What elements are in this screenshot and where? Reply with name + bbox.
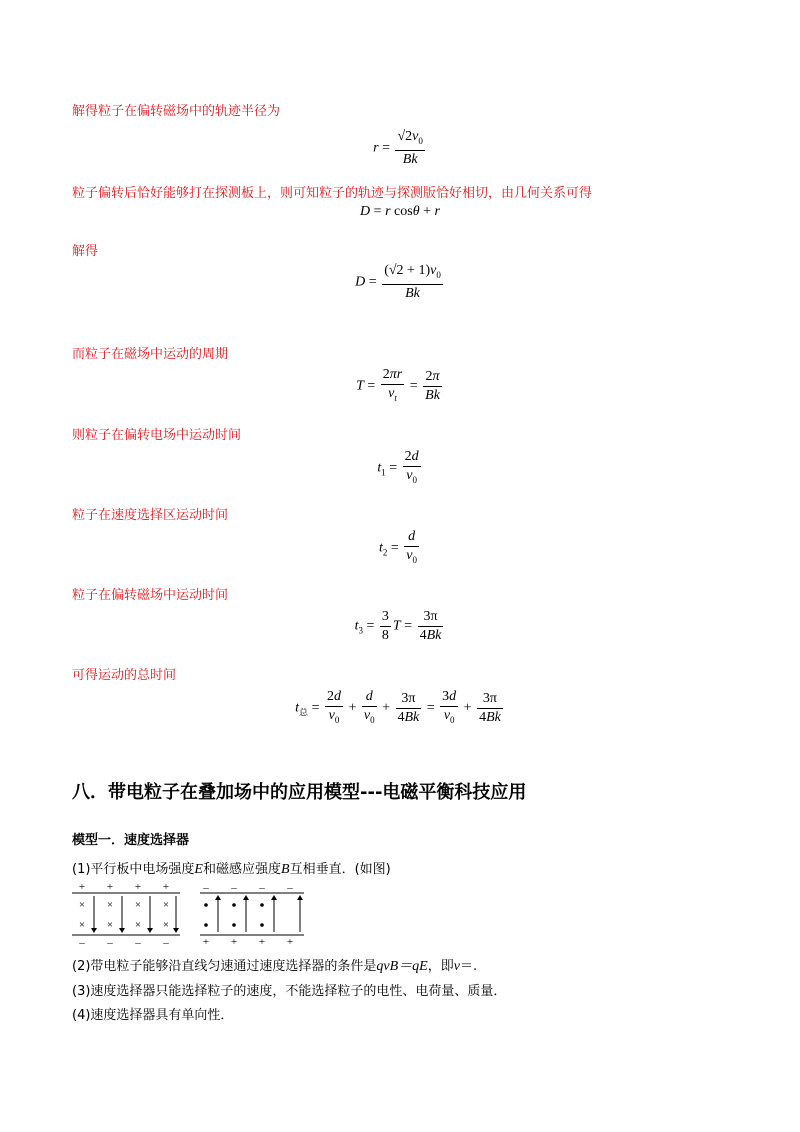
equation-t3: $t_3$ = $\frac{3}{8}$ T = $\frac{3\pi}{4Bk}$ bbox=[354, 609, 442, 643]
equation-total-time: $t_总$ = $\frac{2d}{v_0}$ + $\frac{d}{v_0}$ + $\frac{3\pi}{4Bk}$ = $\frac{3d}{v_0}$ + $\frac{3\pi}{4Bk}$ bbox=[295, 689, 501, 725]
svg-text:×: × bbox=[134, 899, 142, 911]
svg-text:+: + bbox=[202, 936, 210, 946]
paragraph-1: (1)平行板中电场强度E和磁感应强度B互相垂直．(如图) bbox=[72, 862, 391, 877]
text-t1-intro: 则粒子在偏转电场中运动时间 bbox=[72, 428, 242, 443]
svg-text:–: – bbox=[203, 884, 209, 894]
text-total-intro: 可得运动的总时间 bbox=[72, 668, 177, 683]
svg-text:+: + bbox=[78, 884, 86, 893]
svg-text:–: – bbox=[135, 937, 141, 946]
paragraph-2: (2)带电粒子能够沿直线匀速通过速度选择器的条件是qvB＝qE，即v＝. bbox=[72, 959, 478, 974]
text-geometry-intro: 粒子偏转后恰好能够打在探测板上，则可知粒子的轨迹与探测版恰好相切，由几何关系可得 bbox=[72, 186, 593, 201]
model-subheading: 模型一．速度选择器 bbox=[72, 833, 190, 848]
svg-text:×: × bbox=[78, 899, 86, 911]
svg-text:×: × bbox=[162, 899, 170, 911]
equation-period: T = $\frac{2\pi r}{v_t}$ = $\frac{2\pi}{Bk}$ bbox=[356, 367, 440, 403]
svg-text:+: + bbox=[106, 884, 114, 893]
equation-D-relation: D = r cosθ + r bbox=[360, 204, 440, 219]
equation-t2: $t_2$ = $\frac{d}{v_0}$ bbox=[378, 529, 417, 565]
text-radius-intro: 解得粒子在偏转磁场中的轨迹半径为 bbox=[72, 104, 281, 119]
velocity-selector-diagram bbox=[72, 884, 312, 946]
svg-text:–: – bbox=[231, 884, 237, 894]
svg-text:×: × bbox=[106, 899, 114, 911]
text-solve: 解得 bbox=[72, 244, 99, 259]
svg-text:+: + bbox=[230, 936, 238, 946]
svg-text:+: + bbox=[258, 936, 266, 946]
svg-text:×: × bbox=[134, 919, 142, 931]
left-plate-diagram bbox=[72, 884, 180, 946]
svg-text:–: – bbox=[259, 884, 265, 894]
text-t3-intro: 粒子在偏转磁场中运动时间 bbox=[72, 588, 229, 603]
svg-text:+: + bbox=[162, 884, 170, 893]
svg-text:+: + bbox=[134, 884, 142, 893]
svg-text:+: + bbox=[286, 936, 294, 946]
svg-text:×: × bbox=[106, 919, 114, 931]
paragraph-3: (3)速度选择器只能选择粒子的速度，不能选择粒子的电性、电荷量、质量． bbox=[72, 984, 507, 999]
svg-text:–: – bbox=[79, 937, 85, 946]
equation-D-result: D = $\frac{(√2 + 1)v_0}{Bk}$ bbox=[355, 263, 441, 301]
equation-radius: r = $\frac{√2v_0}{Bk}$ bbox=[373, 129, 423, 167]
svg-text:–: – bbox=[107, 937, 113, 946]
text-period-intro: 而粒子在磁场中运动的周期 bbox=[72, 347, 229, 362]
svg-text:×: × bbox=[162, 919, 170, 931]
paragraph-4: (4)速度选择器具有单向性． bbox=[72, 1008, 234, 1023]
text-t2-intro: 粒子在速度选择区运动时间 bbox=[72, 508, 229, 523]
svg-text:–: – bbox=[163, 937, 169, 946]
svg-text:–: – bbox=[287, 884, 293, 894]
equation-t1: $t_1$ = $\frac{2d}{v_0}$ bbox=[377, 449, 419, 485]
right-plate-diagram bbox=[200, 884, 304, 946]
section-heading: 八．带电粒子在叠加场中的应用模型---电磁平衡科技应用 bbox=[72, 782, 527, 803]
svg-text:×: × bbox=[78, 919, 86, 931]
